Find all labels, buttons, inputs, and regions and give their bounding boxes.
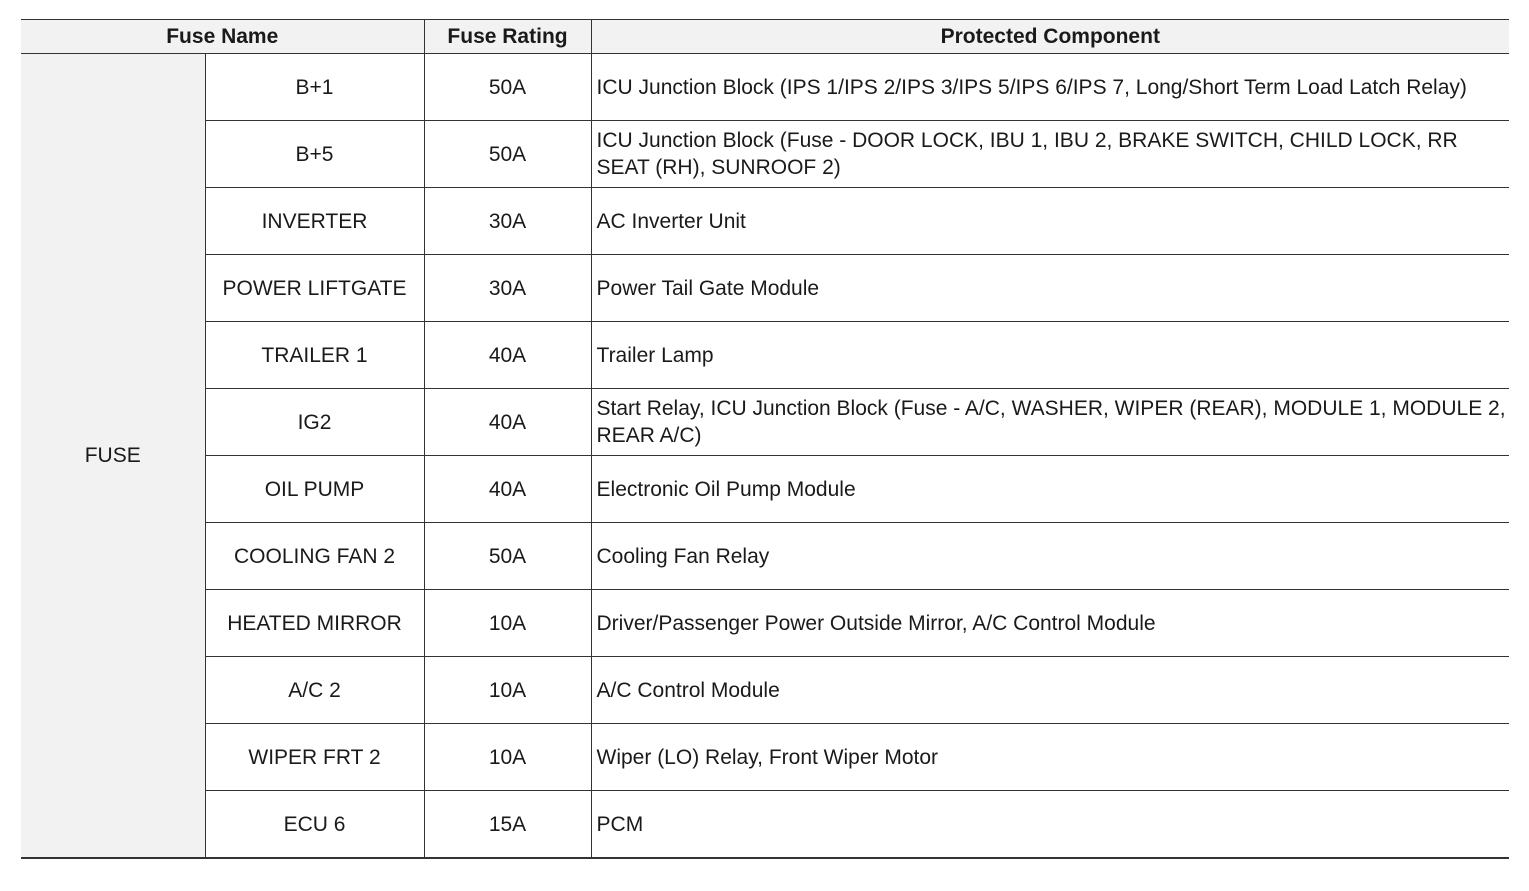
protected-component-cell: Electronic Oil Pump Module (591, 456, 1509, 523)
table-row (21, 255, 1509, 322)
header-fuse-name: Fuse Name (21, 20, 424, 54)
fuse-name-cell: ECU 6 (205, 791, 424, 859)
fuse-table-container (21, 19, 1509, 859)
fuse-name-cell: B+1 (205, 54, 424, 121)
fuse-rating-cell: 10A (424, 724, 591, 791)
header-fuse-rating: Fuse Rating (424, 20, 591, 54)
protected-component-cell: PCM (591, 791, 1509, 859)
fuse-name-cell: POWER LIFTGATE (205, 255, 424, 322)
fuse-rating-cell: 15A (424, 791, 591, 859)
fuse-name-cell: COOLING FAN 2 (205, 523, 424, 590)
fuse-rating-cell: 50A (424, 523, 591, 590)
table-row (21, 121, 1509, 188)
fuse-rating-cell: 10A (424, 590, 591, 657)
table-row (21, 188, 1509, 255)
table-row (21, 389, 1509, 456)
group-label: FUSE (21, 54, 205, 859)
fuse-name-cell: INVERTER (205, 188, 424, 255)
fuse-name-cell: WIPER FRT 2 (205, 724, 424, 791)
fuse-table (21, 19, 1509, 859)
protected-component-cell: ICU Junction Block (Fuse - DOOR LOCK, IBU 1, IBU 2, BRAKE SWITCH, CHILD LOCK, RR SEAT (RH), SUNROOF 2) (591, 121, 1509, 188)
table-row (21, 456, 1509, 523)
fuse-name-cell: TRAILER 1 (205, 322, 424, 389)
fuse-name-cell: HEATED MIRROR (205, 590, 424, 657)
table-row (21, 590, 1509, 657)
fuse-rating-cell: 40A (424, 456, 591, 523)
header-row (21, 20, 1509, 54)
fuse-rating-cell: 40A (424, 322, 591, 389)
protected-component-cell: AC Inverter Unit (591, 188, 1509, 255)
fuse-name-cell: OIL PUMP (205, 456, 424, 523)
table-row (21, 523, 1509, 590)
fuse-rating-cell: 50A (424, 54, 591, 121)
table-row (21, 791, 1509, 859)
table-row (21, 322, 1509, 389)
table-row (21, 657, 1509, 724)
protected-component-cell: Driver/Passenger Power Outside Mirror, A/C Control Module (591, 590, 1509, 657)
protected-component-cell: Wiper (LO) Relay, Front Wiper Motor (591, 724, 1509, 791)
table-row (21, 724, 1509, 791)
fuse-rating-cell: 50A (424, 121, 591, 188)
protected-component-cell: Power Tail Gate Module (591, 255, 1509, 322)
protected-component-cell: ICU Junction Block (IPS 1/IPS 2/IPS 3/IPS 5/IPS 6/IPS 7, Long/Short Term Load Latch Relay) (591, 54, 1509, 121)
fuse-name-cell: A/C 2 (205, 657, 424, 724)
fuse-name-cell: IG2 (205, 389, 424, 456)
table-body (21, 54, 1509, 859)
protected-component-cell: A/C Control Module (591, 657, 1509, 724)
header-protected-component: Protected Component (591, 20, 1509, 54)
table-row (21, 54, 1509, 121)
protected-component-cell: Cooling Fan Relay (591, 523, 1509, 590)
fuse-name-cell: B+5 (205, 121, 424, 188)
protected-component-cell: Trailer Lamp (591, 322, 1509, 389)
fuse-rating-cell: 30A (424, 188, 591, 255)
protected-component-cell: Start Relay, ICU Junction Block (Fuse - A/C, WASHER, WIPER (REAR), MODULE 1, MODULE 2, REAR A/C) (591, 389, 1509, 456)
fuse-rating-cell: 10A (424, 657, 591, 724)
fuse-rating-cell: 30A (424, 255, 591, 322)
fuse-rating-cell: 40A (424, 389, 591, 456)
